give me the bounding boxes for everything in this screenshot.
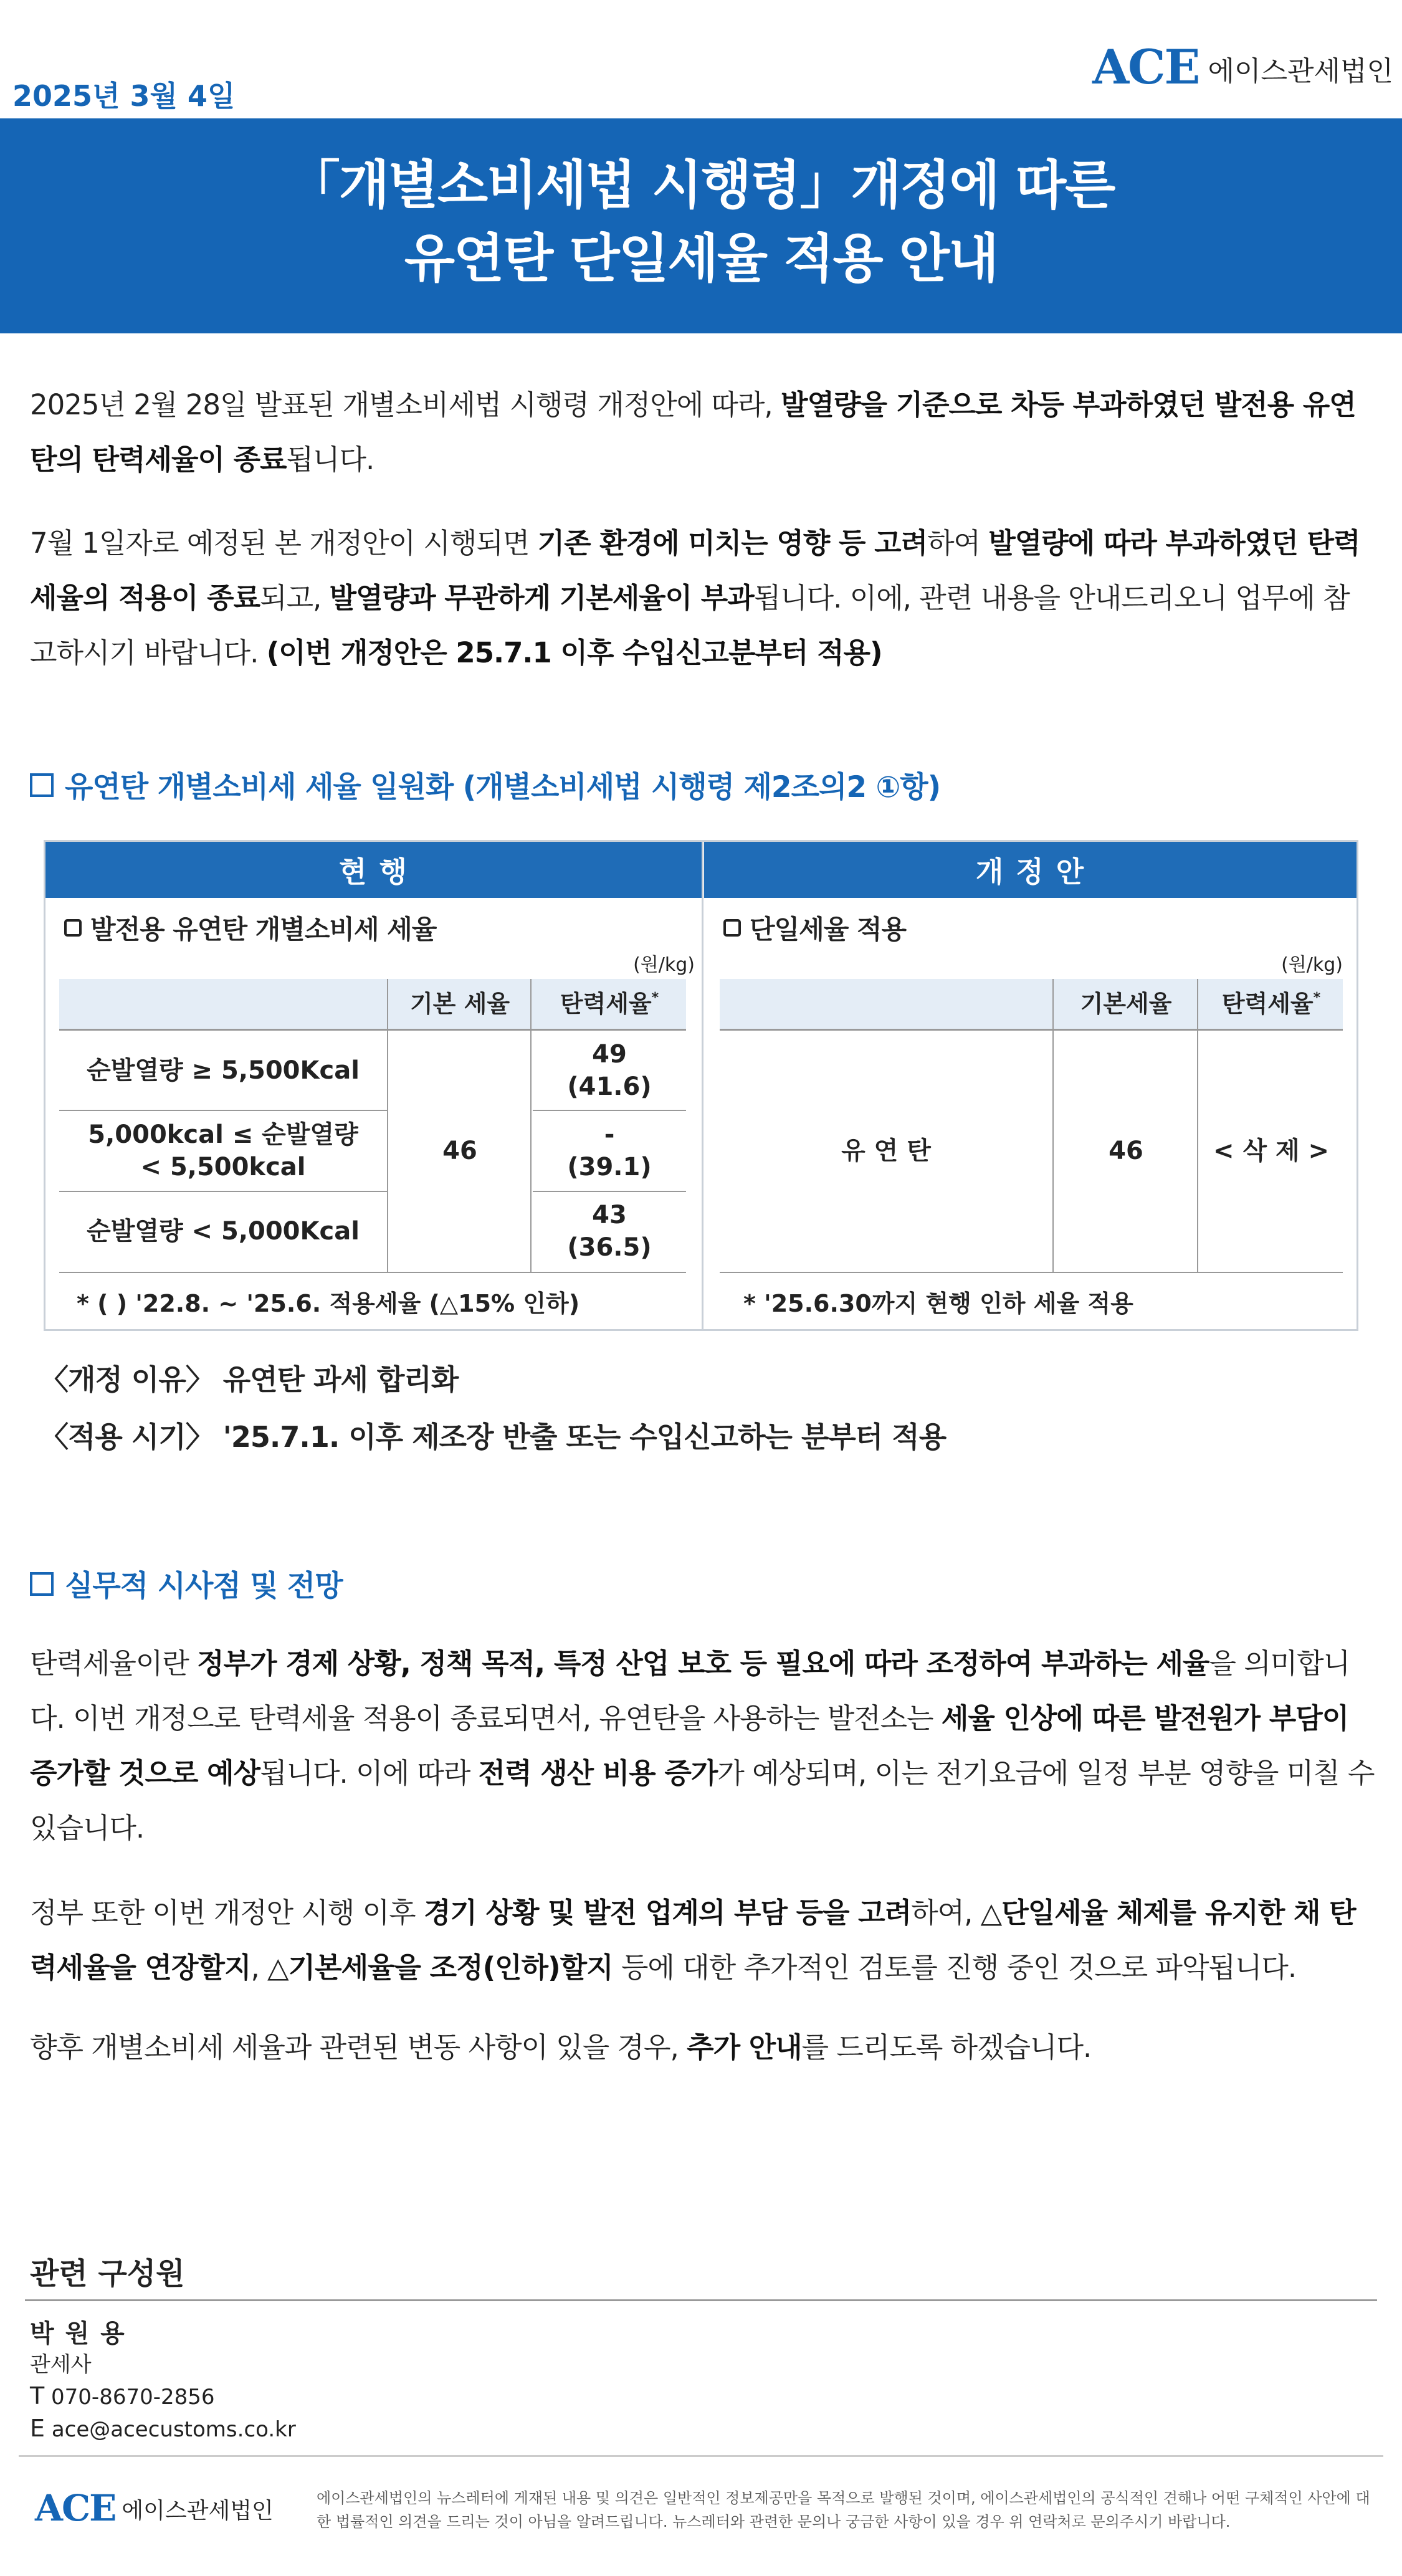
- unit-label-left: (원/kg): [633, 954, 695, 976]
- body-text: 가 예상되며, 이는 전기요금에 일정 부분 영향을 미칠 수 있습니다.: [30, 1757, 1375, 1844]
- grid-line: [720, 1272, 1343, 1273]
- grid-line: [533, 1110, 686, 1111]
- intro-paragraph-2: [30, 516, 1376, 680]
- col-header-flex-rate: [533, 979, 686, 1029]
- checkbox-square-icon: [64, 919, 82, 937]
- rate-comparison-table: [44, 840, 1358, 1331]
- body-text: 7월 1일자로 예정된 본 개정안이 시행되면: [30, 527, 538, 560]
- related-members-heading: 관련 구성원: [30, 2256, 185, 2291]
- basic-rate-value: 46: [442, 1137, 477, 1165]
- emphasis-text: 정부가 경제 상황, 정책 목적, 특정 산업 보호 등 필요에 따라 조정하여 부과하는 세율: [197, 1647, 1209, 1680]
- body-text: 됩니다. 이에, 관련 내용을 안내드리오니 업무에 참고하시기 바랍니다.: [30, 581, 1350, 669]
- body-text: 되고,: [260, 581, 330, 614]
- square-bullet-icon: [30, 1572, 54, 1596]
- col-header-basic-rate: 기본 세율: [389, 979, 530, 1029]
- logo-mark: ACE: [35, 2487, 116, 2529]
- contact-role: 관세사: [30, 2352, 92, 2377]
- body-text: 하여, △: [911, 1896, 1002, 1929]
- table-header-current: 현 행: [45, 842, 702, 898]
- company-logo: [1092, 39, 1393, 95]
- asterisk: *: [1313, 990, 1321, 1006]
- emphasis-text: 기본세율을 조정(인하)할지: [288, 1951, 613, 1984]
- grid-line: [533, 1191, 686, 1192]
- body-text: 을 의미합니다. 이번 개정으로 탄력세율 적용이 종료되면서, 유연탄을 사용하는 발전소는: [30, 1647, 1350, 1735]
- emphasis-text: 세율 인상에 따른 발전원가 부담이 증가할 것으로 예상: [30, 1702, 1349, 1790]
- grid-line: [59, 1110, 387, 1111]
- body-paragraph-3: [30, 2020, 1376, 2075]
- checkbox-square-icon: [723, 919, 741, 937]
- title-line-1: 「개별소비세법 시행령」개정에 따른: [287, 155, 1115, 216]
- section-heading-text: 실무적 시사점 및 전망: [65, 1569, 343, 1603]
- email-label: E: [30, 2415, 45, 2442]
- flex-rate-high-reduced: (41.6): [567, 1072, 652, 1101]
- table-divider: [702, 842, 703, 1329]
- body-text: 됩니다. 이에 따라: [260, 1757, 479, 1790]
- flex-rate-mid-value: -: [604, 1120, 615, 1149]
- row-label-mid: [59, 1111, 387, 1191]
- title-banner: [0, 118, 1402, 333]
- section-heading-text: 유연탄 개별소비세 세율 일원화 (개별소비세법 시행령 제2조의2 ①항): [65, 770, 941, 804]
- emphasis-text: 발열량에 따라 부과하였던 탄력세율의 적용이 종료: [30, 527, 1360, 614]
- table-header-proposed: 개 정 안: [704, 842, 1357, 898]
- contact-email-row: [30, 2413, 296, 2445]
- body-text: 하여: [927, 527, 989, 560]
- item-bituminous-coal: 유 연 탄: [841, 1137, 931, 1165]
- body-text: 정부 또한 이번 개정안 시행 이후: [30, 1896, 424, 1929]
- proposed-footnote: * '25.6.30까지 현행 인하 세율 적용: [743, 1290, 1133, 1317]
- square-bullet-icon: [30, 773, 54, 797]
- col-header-basic-rate-new: 기본세율: [1055, 979, 1197, 1029]
- flex-rate-mid-reduced: (39.1): [567, 1153, 652, 1181]
- flex-rate-label: 탄력세율: [1221, 990, 1314, 1018]
- body-text: , △: [250, 1951, 289, 1984]
- emphasis-text: 기존 환경에 미치는 영향 등 고려: [537, 527, 928, 560]
- body-text: 탄력세율이란: [30, 1647, 198, 1680]
- intro-paragraph-1: [30, 378, 1376, 487]
- body-text: 를 드리도록 하겠습니다.: [801, 2031, 1092, 2064]
- row-label-low: 순발열량 < 5,000Kcal: [87, 1217, 360, 1246]
- application-timing: 〈적용 시기〉 '25.7.1. 이후 제조장 반출 또는 수입신고하는 분부터 적용: [40, 1420, 947, 1454]
- contact-phone[interactable]: 070-8670-2856: [51, 2385, 215, 2410]
- current-subtitle-text: 발전용 유연탄 개별소비세 세율: [90, 914, 437, 945]
- row-label-mid-line2: < 5,500kcal: [140, 1153, 306, 1181]
- grid-line: [59, 1191, 387, 1192]
- emphasis-text: 발열량과 무관하게 기본세율이 부과: [329, 581, 754, 614]
- proposed-subtitle: [723, 909, 906, 947]
- flex-rate-low: [533, 1192, 686, 1271]
- new-flex-rate-deleted: < 삭 제 >: [1213, 1137, 1330, 1165]
- logo-company-name: 에이스관세법인: [122, 2498, 274, 2524]
- logo-mark: ACE: [1092, 39, 1199, 95]
- emphasis-text: (이번 개정안은 25.7.1 이후 수입신고분부터 적용): [266, 636, 882, 669]
- body-text: 등에 대한 추가적인 검토를 진행 중인 것으로 파악됩니다.: [613, 1951, 1297, 1984]
- new-basic-rate-value: 46: [1109, 1137, 1143, 1165]
- body-text: 됩니다.: [286, 443, 374, 476]
- contact-name: 박 원 용: [30, 2319, 126, 2348]
- grid-line: [59, 1272, 686, 1273]
- section-heading-rate-unification: [30, 764, 940, 806]
- flex-rate-high-value: 49: [592, 1040, 627, 1069]
- section-heading-implications: [30, 1563, 343, 1605]
- body-paragraph-1: [30, 1636, 1376, 1856]
- grid-line: [1197, 979, 1198, 1272]
- row-label-mid-line1: 5,000kcal ≤ 순발열량: [88, 1120, 358, 1149]
- grid-line: [530, 979, 532, 1272]
- grid-line: [720, 1029, 1343, 1031]
- footer-logo: [35, 2487, 274, 2529]
- title-line-2: 유연탄 단일세율 적용 안내: [404, 228, 998, 289]
- grid-line: [1052, 979, 1054, 1272]
- current-subtitle: [64, 909, 436, 947]
- revision-reason: 〈개정 이유〉 유연탄 과세 합리화: [40, 1363, 459, 1396]
- footer-divider: [19, 2455, 1383, 2457]
- contact-card: [30, 2318, 296, 2445]
- body-text: 2025년 2월 28일 발표된 개별소비세법 시행령 개정안에 따라,: [30, 388, 781, 421]
- proposed-subtitle-text: 단일세율 적용: [750, 914, 907, 945]
- emphasis-text: 단일세율 체제를 유지한 채 탄력세율을 연장할지: [30, 1896, 1356, 1984]
- row-label-high: 순발열량 ≥ 5,500Kcal: [87, 1056, 360, 1085]
- flex-rate-mid: [533, 1111, 686, 1191]
- footer-disclaimer: 에이스관세법인의 뉴스레터에 게재된 내용 및 의견은 일반적인 정보제공만을 목적으로 발행된 것이며, 에이스관세법인의 공식적인 견해나 어떤 구체적인 사안에 대한 법률적인 의견을 드리는 것이 아님을 알려드립니다. 뉴스레터와 관련한 문의나 궁금한 사항이 있을 경우 위 연락처로 문의주시기 바랍니다.: [317, 2489, 1370, 2531]
- emphasis-text: 발열량을 기준으로 차등 부과하였던 발전용 유연탄의 탄력세율이 종료: [30, 388, 1356, 476]
- newsletter-date: 2025년 3월 4일: [12, 79, 236, 113]
- flex-rate-label: 탄력세율: [560, 990, 652, 1018]
- grid-line: [387, 979, 388, 1272]
- grid-line: [59, 1029, 686, 1031]
- col-header-flex-rate-new: [1199, 979, 1343, 1029]
- emphasis-text: 경기 상황 및 발전 업계의 부담 등을 고려: [423, 1896, 912, 1929]
- contact-email[interactable]: ace@acecustoms.co.kr: [51, 2417, 296, 2442]
- body-text: 향후 개별소비세 세율과 관련된 변동 사항이 있을 경우,: [30, 2031, 687, 2064]
- flex-rate-high: [533, 1031, 686, 1110]
- flex-rate-low-reduced: (36.5): [567, 1233, 652, 1262]
- current-footnote: * ( ) '22.8. ~ '25.6. 적용세율 (△15% 인하): [77, 1290, 580, 1317]
- body-paragraph-2: [30, 1886, 1376, 1995]
- contact-phone-row: [30, 2380, 296, 2413]
- flex-rate-low-value: 43: [592, 1201, 627, 1229]
- logo-company-name: 에이스관세법인: [1208, 55, 1393, 87]
- emphasis-text: 전력 생산 비용 증가: [478, 1757, 718, 1790]
- asterisk: *: [651, 990, 659, 1006]
- phone-label: T: [30, 2382, 45, 2410]
- unit-label-right: (원/kg): [1281, 954, 1343, 976]
- divider: [25, 2299, 1377, 2301]
- emphasis-text: 추가 안내: [687, 2031, 802, 2064]
